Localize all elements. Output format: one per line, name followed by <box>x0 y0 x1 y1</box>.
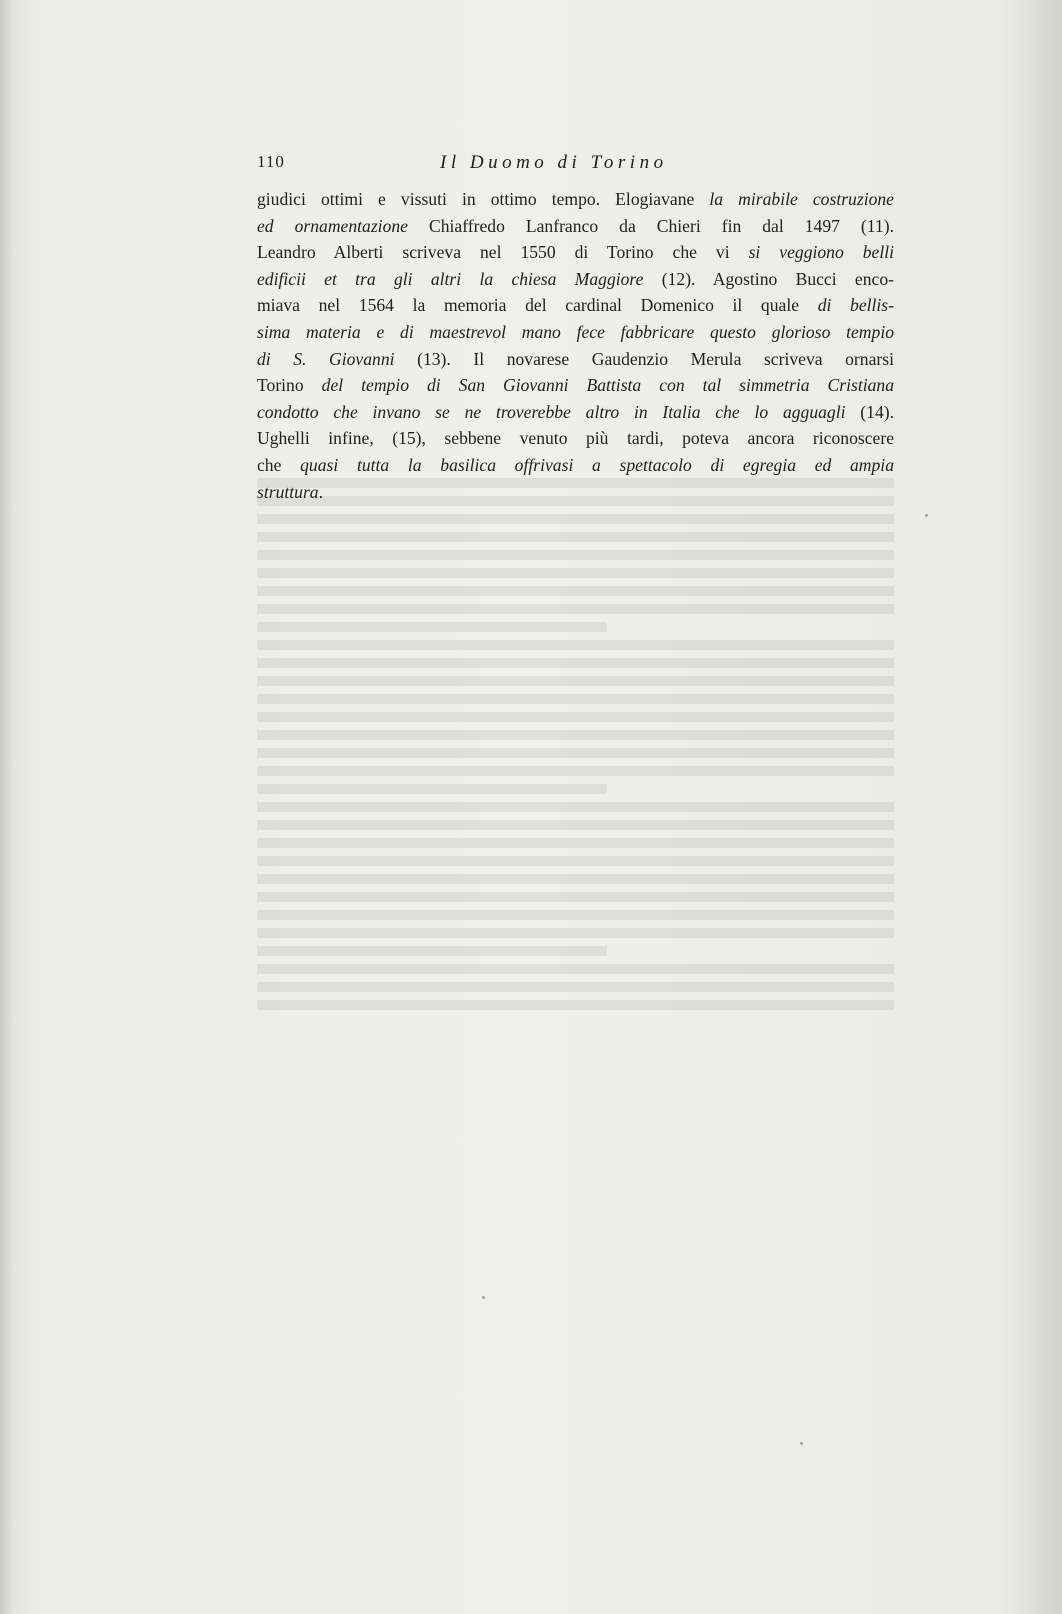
bleed-through-line <box>257 802 894 812</box>
bleed-through-line <box>257 766 894 776</box>
bleed-through-line <box>257 784 607 794</box>
text-line <box>257 266 894 293</box>
bleed-through-line <box>257 1000 894 1010</box>
italic-text: sima materia e di maestrevol mano fece fabbricare questo glorioso tempio <box>257 321 894 342</box>
bleed-through-line <box>257 730 894 740</box>
roman-text: miava nel 1564 la memoria del cardinal Domenico il quale <box>257 295 818 316</box>
italic-text: condotto che invano se ne troverebbe altro in Italia che lo agguagli <box>257 401 846 422</box>
bleed-through-line <box>257 892 894 902</box>
text-line <box>257 292 894 319</box>
roman-text: Torino <box>257 375 322 396</box>
bleed-through-line <box>257 532 894 542</box>
page-number: 110 <box>257 152 285 171</box>
paper-speck <box>925 514 928 517</box>
main-paragraph <box>257 186 894 505</box>
italic-text: la mirabile costruzione <box>709 189 894 209</box>
bleed-through-line <box>257 658 894 668</box>
bleed-through-line <box>257 568 894 578</box>
text-line <box>257 186 894 213</box>
bleed-through-line <box>257 838 894 848</box>
bleed-through-line <box>257 748 894 758</box>
roman-text: (12). Agostino Bucci enco- <box>643 268 894 289</box>
roman-text: Chiaffredo Lanfranco da Chieri fin dal 1497 (11). <box>407 215 894 236</box>
bleed-through-line <box>257 694 894 704</box>
roman-text: giudici ottimi e vissuti in ottimo tempo. Elogiavane <box>257 189 710 209</box>
bleed-through-line <box>257 514 894 524</box>
page-edge-shadow-left <box>0 0 14 1614</box>
italic-text: quasi tutta la basilica offrivasi a spettacolo di egregia ed ampia <box>300 454 894 475</box>
roman-text: (14). <box>845 401 894 422</box>
bleed-through-line <box>257 622 607 632</box>
text-line <box>257 346 894 373</box>
bleed-through-line <box>257 586 894 596</box>
bleed-through-line <box>257 910 894 920</box>
bleed-through-texture <box>257 470 894 1017</box>
roman-text: . <box>318 481 324 502</box>
page-edge-shadow-right <box>1022 0 1062 1614</box>
italic-text: struttura <box>257 481 319 502</box>
page-header <box>257 152 894 182</box>
italic-text: ed ornamentazione <box>257 215 408 236</box>
text-line <box>257 239 894 266</box>
bleed-through-line <box>257 820 894 830</box>
bleed-through-line <box>257 712 894 722</box>
roman-text: Leandro Alberti scriveva nel 1550 di Torino che vi <box>257 242 749 263</box>
text-line <box>257 425 894 452</box>
bleed-through-line <box>257 496 894 506</box>
text-line <box>257 399 894 426</box>
text-line <box>257 319 894 346</box>
bleed-through-line <box>257 856 894 866</box>
bleed-through-line <box>257 928 894 938</box>
bleed-through-line <box>257 604 894 614</box>
bleed-through-line <box>257 982 894 992</box>
running-title: Il Duomo di Torino <box>440 152 668 173</box>
text-line <box>257 213 894 240</box>
roman-text: Ughelli infine, (15), sebbene venuto più tardi, poteva ancora riconoscere <box>257 428 894 449</box>
roman-text: che <box>257 454 301 475</box>
bleed-through-line <box>257 946 607 956</box>
italic-text: edificii et tra gli altri la chiesa Maggiore <box>257 268 644 289</box>
bleed-through-line <box>257 550 894 560</box>
bleed-through-line <box>257 964 894 974</box>
italic-text: di bellis- <box>817 295 894 316</box>
text-line <box>257 372 894 399</box>
italic-text: del tempio di San Giovanni Battista con tal simmetria Cristiana <box>321 375 894 396</box>
italic-text: di S. Giovanni <box>257 348 395 369</box>
bleed-through-line <box>257 640 894 650</box>
bleed-through-line <box>257 874 894 884</box>
bleed-through-line <box>257 676 894 686</box>
roman-text: (13). Il novarese Gaudenzio Merula scriveva ornarsi <box>394 348 894 369</box>
bleed-through-line <box>257 478 894 488</box>
paper-speck <box>482 1296 485 1299</box>
italic-text: si veggiono belli <box>748 242 895 263</box>
paper-speck <box>800 1442 803 1445</box>
